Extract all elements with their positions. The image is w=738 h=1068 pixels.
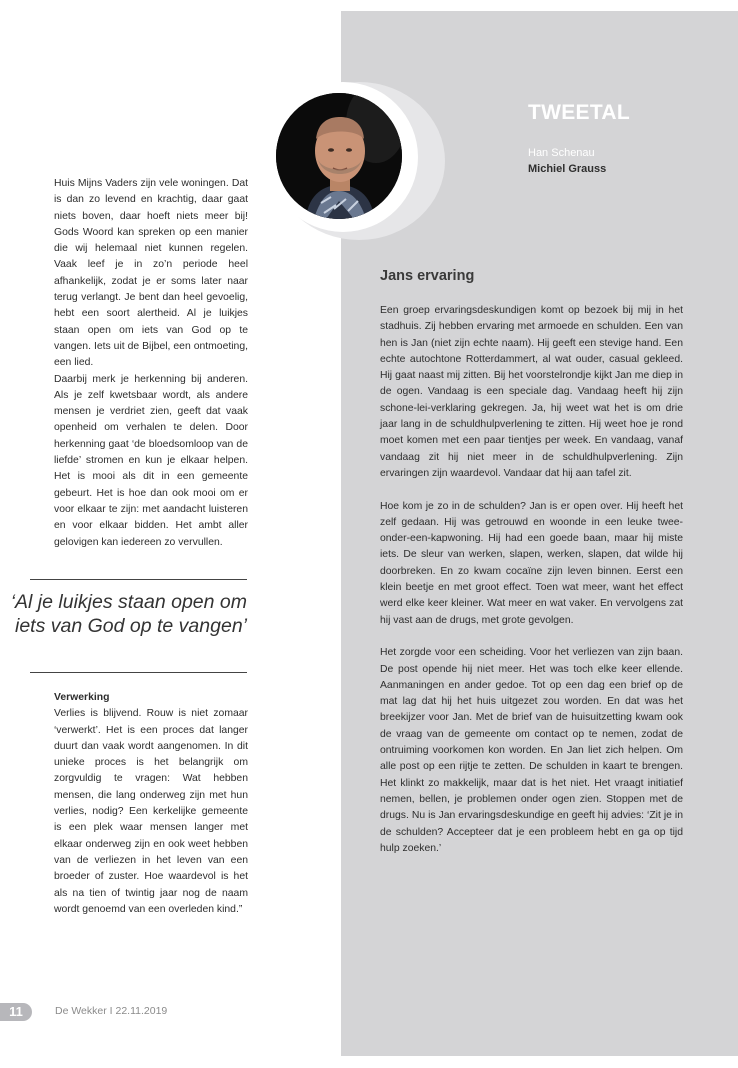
page-number-badge: 11 — [0, 1003, 32, 1021]
article-heading: Jans ervaring — [380, 268, 475, 284]
author-portrait-photo — [276, 93, 402, 219]
body-paragraph: Hoe kom je zo in de schulden? Jan is er open over. Hij heeft het zelf gedaan. Hij was getrouwd en woonde in een leuke twee-onder-een-kapwoning. Hij had een goede baan, maar hij miste iets. De sleur van werken, slapen, werken, slapen, dat wilde hij doorbreken. En zo kwam cocaïne zijn leven binnen. Eerst een klein beetje en met groot effect. Toen wat meer, want het effect werd elke keer kleiner. Wat meer en wat vaker. En vervolgens zat hij vast aan de drugs, met grote gevolgen. — [380, 500, 683, 626]
body-paragraph: Huis Mijns Vaders zijn vele woningen. Dat is dan zo levend en krachtig, daar gaat niets boven, daar hoeft niets meer bij! Gods Woord kan spreken op een manier die wij helemaal niet kunnen regelen. Vaak leef je in zo’n periode heel afhankelijk, zodat je er soms later naar terug verlangt. Je bent dan heel gevoelig, hebt een soort alertheid. Al je luikjes staan open om iets van God op te vangen. Iets uit de Bijbel, een ontmoeting, een lied. — [54, 178, 248, 369]
pull-quote: ‘Al je luikjes staan open om iets van God op te vangen’ — [10, 591, 247, 637]
body-paragraph: Verlies is blijvend. Rouw is niet zomaar ‘verwerkt’. Het is een proces dat langer duurt dan vaak wordt aangenomen. In dit unieke proces is het belangrijk om zorgvuldig te vragen: Wat hebben mensen, die lang onderweg zijn met hun verlies, nodig? Een kerkelijke gemeente is een plek waar mensen langer met elkaar onderweg zijn en ook weet hebben van de verliezen in het leven van een broeder of zuster. Hoe waardevol is het als na tien of twintig jaar nog de naam wordt genoemd van een overleden kind.” — [54, 708, 248, 915]
quote-top-rule — [30, 579, 247, 580]
right-column — [380, 303, 683, 873]
footer-publication: De Wekker I 22.11.2019 — [55, 1005, 168, 1017]
quote-bottom-rule — [30, 672, 247, 673]
author-name-1: Han Schenau — [528, 147, 595, 159]
body-paragraph: Een groep ervaringsdeskundigen komt op bezoek bij mij in het stadhuis. Zij hebben ervaring met armoede en schulden. Een van hen is Jan (niet zijn echte naam). Hij geeft een stevige hand. Een echte autochtone Rotterdammert, al wat ouder, casual gekleed. Hij gaat naast mij zitten. Bij het voorstelrondje kijkt Jan me diep in de ogen. Vandaag is een speciale dag. Vandaag heeft hij zijn schone-lei-verklaring gekregen. Ja, hij weet wat het is om drie jaar lang in de schuldhulpverlening te zitten. Hij weet hoe je rond moet komen met een paar tientjes per week. En vandaag, vanaf vandaag zit hij niet meer in de schuldhulpverlening. Zijn ervaringen zijn waardevol. Vandaar dat hij aan tafel zit. — [380, 305, 683, 479]
left-column-top — [54, 176, 248, 551]
left-column-bottom — [54, 690, 248, 918]
body-paragraph: Daarbij merk je herkenning bij anderen. Als je zelf kwetsbaar wordt, als andere mensen je verdriet zien, geeft dat vaak openheid om verhalen te delen. Door herkenning gaat ‘de bloedsomloop van de liefde’ stromen en kun je elkaar helpen. Het is mooi als dit in een gemeente gebeurt. Het is hoe dan ook mooi om er voor elkaar te zijn: met aandacht luisteren en voor elkaar bidden. Het ambt aller gelovigen kan iedereen zo vervullen. — [54, 373, 248, 548]
author-name-2: Michiel Grauss — [528, 163, 607, 175]
body-paragraph: Het zorgde voor een scheiding. Voor het verliezen van zijn baan. De post opende hij niet meer. Het was toch elke keer ellende. Aanmaningen en ander gedoe. Tot op een dag een brief op de mat lag dat hij het huis uitgezet zou worden. En dat was het breekijzer voor Jan. Met de brief van de huisuitzetting kwam ook de vraag van de gemeente om contact op te nemen, zodat de ontruiming voorkomen kon worden. En Jan liet zich helpen. Om alle post op een rijtje te zetten. De schulden in kaart te brengen. Het klinkt zo makkelijk, maar dat is het niet. Het vraagt initiatief nemen, bellen, je problemen onder ogen zien. Stoppen met de drugs. Nu is Jan ervaringsdeskundige en geeft hij advies: ‘Zit je in de schulden? Accepteer dat je een probleem hebt en ga op tijd hulp zoeken.’ — [380, 647, 683, 854]
subheading: Verwerking — [54, 692, 110, 703]
section-title: TWEETAL — [528, 101, 631, 124]
